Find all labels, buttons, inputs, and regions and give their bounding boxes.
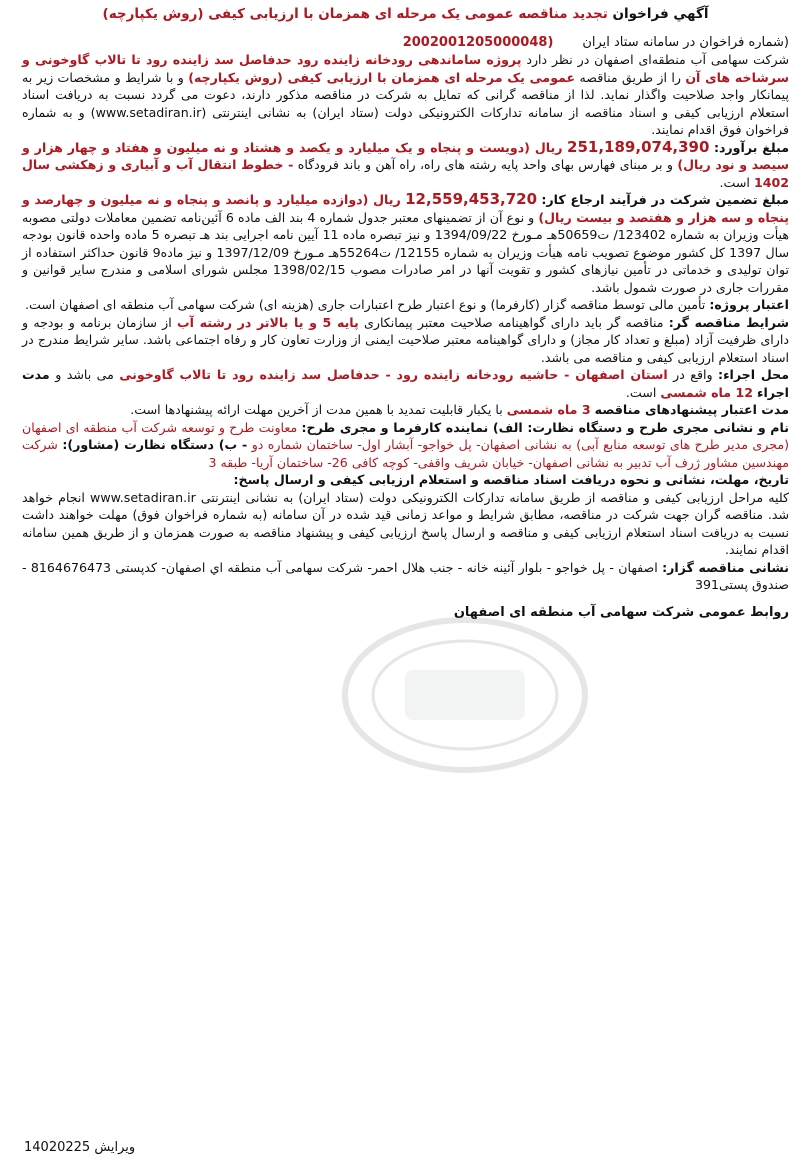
location-s2: می باشد و — [55, 367, 114, 382]
validity-label: مدت اعتبار پیشنهادهای مناقصه — [594, 402, 789, 417]
procedure-paragraph — [22, 471, 789, 559]
closing-signature: روابط عمومی شرکت سهامی آب منطقه ای اصفهان — [453, 604, 789, 620]
edition-label: ویرایش — [94, 1140, 136, 1155]
address-label: نشانی مناقصه گزار: — [662, 559, 789, 575]
intro-s3: و با شرایط و مشخصات زیر به پیمانکار واجد صلاحیت واگذار نماید. لذا از مناقصه گرانی که تمایل به شرکت در مناقصه مذکور دارند، دعوت می گردد نسبت به دریافت اسناد استعلام ارزیابی کیفی و اسناد مناقصه از سامانه تدارکات الکترونیکی دولت (ستاد ایران) به نشانی اینترنتی (www.setadiran.ir) و به شماره فراخوان فوق اقدام نمایند. — [22, 69, 789, 137]
conditions-paragraph — [22, 314, 789, 367]
procedure-label: تاریخ، مهلت، نشانی و نحوه دریافت اسناد مناقصه و استعلام ارزیابی کیفی و ارسال پاسخ: — [233, 472, 789, 487]
address-paragraph — [22, 559, 789, 594]
parties-a: معاونت طرح و توسعه شرکت آب منطقه ای اصفهان (مجری مدیر طرح های توسعه منابع آبی) به نشانی اصفهان- پل خواجو- آبشار اول- ساختمان شماره دو — [22, 419, 790, 452]
notice-title — [22, 6, 789, 24]
intro-s1: شرکت سهامی آب منطقه‌ای اصفهان در نظر دارد — [526, 52, 789, 67]
reference-number: 2002001205000048) — [402, 34, 554, 50]
title-rest: تجدید مناقصه عمومی یک مرحله ای همزمان با ارزیابی کیفی (روش یکپارچه) — [102, 6, 608, 22]
guarantee-label: مبلغ تضمین شرکت در فرآیند ارجاع کار: — [541, 192, 789, 207]
watermark-logo — [335, 610, 595, 780]
estimate-paragraph — [22, 139, 789, 192]
estimate-amount: 251,189,074,390 — [567, 137, 710, 156]
estimate-s2: - خطوط انتقال آب و آبیاری و زهکشی سال 1402 — [22, 157, 789, 190]
conditions-s1: مناقصه گر باید دارای گواهینامه صلاحیت معتبر پیمانکاری — [364, 314, 664, 330]
parties-b-label: - ب) دستگاه نظارت (مشاور): — [62, 437, 248, 452]
location-place: استان اصفهان - حاشیه رودخانه زاینده رود - حدفاصل سد زاینده رود تا تالاب گاوخونی — [119, 367, 668, 382]
estimate-label: مبلغ برآورد: — [713, 139, 789, 155]
guarantee-text: و نوع آن از تضمینهای معتبر جدول شماره 4 بند الف ماده 6 آئین‌نامه تضمین معاملات دولتی مصوبه هیأت وزیران به شماره 123402/ ت50659هـ مـورخ 1394/09/22 و نیز تبصره ماده 11 آیین نامه اجرایی بند هـ تبصره 5 ماده واحده قانون بودجه سال 1397 کل کشور موضوع تصویب نامه هیأت وزیران به شماره 12155/ ت55264هـ مـورخ 1397/12/09 و نیز ماده9 قانون حداکثر استفاده از توان تولیدی و خدماتی در تأمین نیازهای کشور و تقویت آنها در امر صادرات مصوب 1398/02/15 مجلس شورای اسلامی و مندرج سایر قوانین و مقررات جاری در صورت شمول باشد. — [22, 209, 789, 295]
duration-label: مدت اجراء — [22, 367, 789, 400]
duration-value: 12 ماه شمسی — [660, 384, 753, 400]
parties-label: نام و نشانی مجری طرح و دستگاه نظارت: الف) نماینده کارفرما و مجری طرح: — [301, 419, 789, 435]
guarantee-amount: 12,559,453,720 — [405, 190, 538, 208]
intro-paragraph — [22, 51, 789, 139]
reference-line — [22, 34, 789, 52]
address-text: اصفهان - پل خواجو - بلوار آئینه خانه - جنب هلال احمر- شرکت سهامی آب منطقه اي اصفهان- کدپستی 8164676473 - صندوق پستی391 — [22, 559, 789, 592]
credit-text: تأمین مالی توسط مناقصه گزار (کارفرما) و نوع اعتبار طرح اعتبارات جاری (هزینه ای) شرکت سهامی آب منطقه ای اصفهان است. — [25, 297, 706, 312]
guarantee-paragraph — [22, 191, 789, 296]
title-prefix: آگهي فراخوان — [612, 6, 709, 22]
conditions-label: شرایط مناقصه گر: — [668, 314, 789, 330]
notice-document — [22, 6, 789, 621]
validity-period: 3 ماه شمسی — [506, 402, 591, 417]
procedure-text: کلیه مراحل ارزیابی کیفی و مناقصه از طریق سامانه تدارکات الکترونیکی دولت (ستاد ایران) به نشانی اینترنتی www.setadiran.ir انجام خواهد شد. مناقصه گران جهت شرکت در مناقصه، مطابق شرایط و مواعد زمانی قید شده در آن سامانه (به شماره فراخوان فوق) مهلت خواهند داشت نسبت به دریافت اسناد استعلام ارزیابی کیفی و مناقصه و ارسال پاسخ ارزیابی کیفی و پیشنهاد مناقصه به صورت همزمان و از طریق همین سامانه اقدام نمایند. — [22, 489, 789, 557]
validity-paragraph — [22, 401, 789, 419]
location-paragraph — [22, 366, 789, 401]
reference-label: (شماره فراخوان در سامانه ستاد ایران — [582, 34, 789, 50]
parties-b: شرکت مهندسین مشاور ژرف آب تدبیر به نشانی اصفهان- خیابان شریف واقفی- کوچه کافی 26- ساختمان آریا- طبقه 3 — [22, 437, 789, 470]
intro-method: عمومی یک مرحله ای همزمان با ارزیابی کیفی (روش یکپارچه) — [188, 69, 576, 85]
validity-text: با یکبار قابلیت تمدید با همین مدت از آخرین مهلت ارائه پیشنهادها است. — [130, 402, 503, 417]
credit-paragraph — [22, 296, 789, 314]
location-s1: واقع در — [673, 367, 713, 382]
edition-number: 14020225 — [24, 1140, 91, 1155]
location-label: محل اجراء: — [718, 367, 790, 382]
location-s3: است. — [625, 384, 657, 400]
edition-line — [24, 1140, 135, 1155]
conditions-s2: از سازمان برنامه و بودجه و دارای ظرفیت آزاد (مبلغ و تعداد کار مجاز) و دارای گواهینامه معتبر صلاحیت ایمنی از وزارت تعاون کار و رفاه اجتماعی باشد. سایر شرایط مندرج در اسناد استعلام ارزیابی کیفی و مناقصه می باشد. — [22, 314, 789, 365]
estimate-words: ریال (دویست و پنجاه و یک میلیارد و یکصد و هشتاد و نه میلیون و هفتاد و چهار هزار و سیصد و نود ریال) — [22, 139, 789, 172]
estimate-s1: و بر مبنای فهارس بهای واحد پایه رشته های راه، راه آهن و باند فرودگاه — [297, 157, 673, 172]
parties-paragraph — [22, 419, 789, 472]
guarantee-words: ریال (دوازده میلیارد و پانصد و پنجاه و نه میلیون و چهارصد و پنجاه و سه هزار و هفتصد و بیست ریال) — [22, 192, 789, 225]
estimate-s3: است. — [719, 174, 750, 190]
intro-s2: را از طریق مناقصه — [579, 69, 681, 85]
conditions-grade: پایه 5 و یا بالاتر در رشته آب — [176, 314, 359, 330]
credit-label: اعتبار پروژه: — [709, 297, 789, 312]
intro-project: پروژه ساماندهی رودخانه زاینده رود حدفاصل سد زاینده رود تا تالاب گاوخونی و سرشاخه های آن — [22, 52, 789, 85]
